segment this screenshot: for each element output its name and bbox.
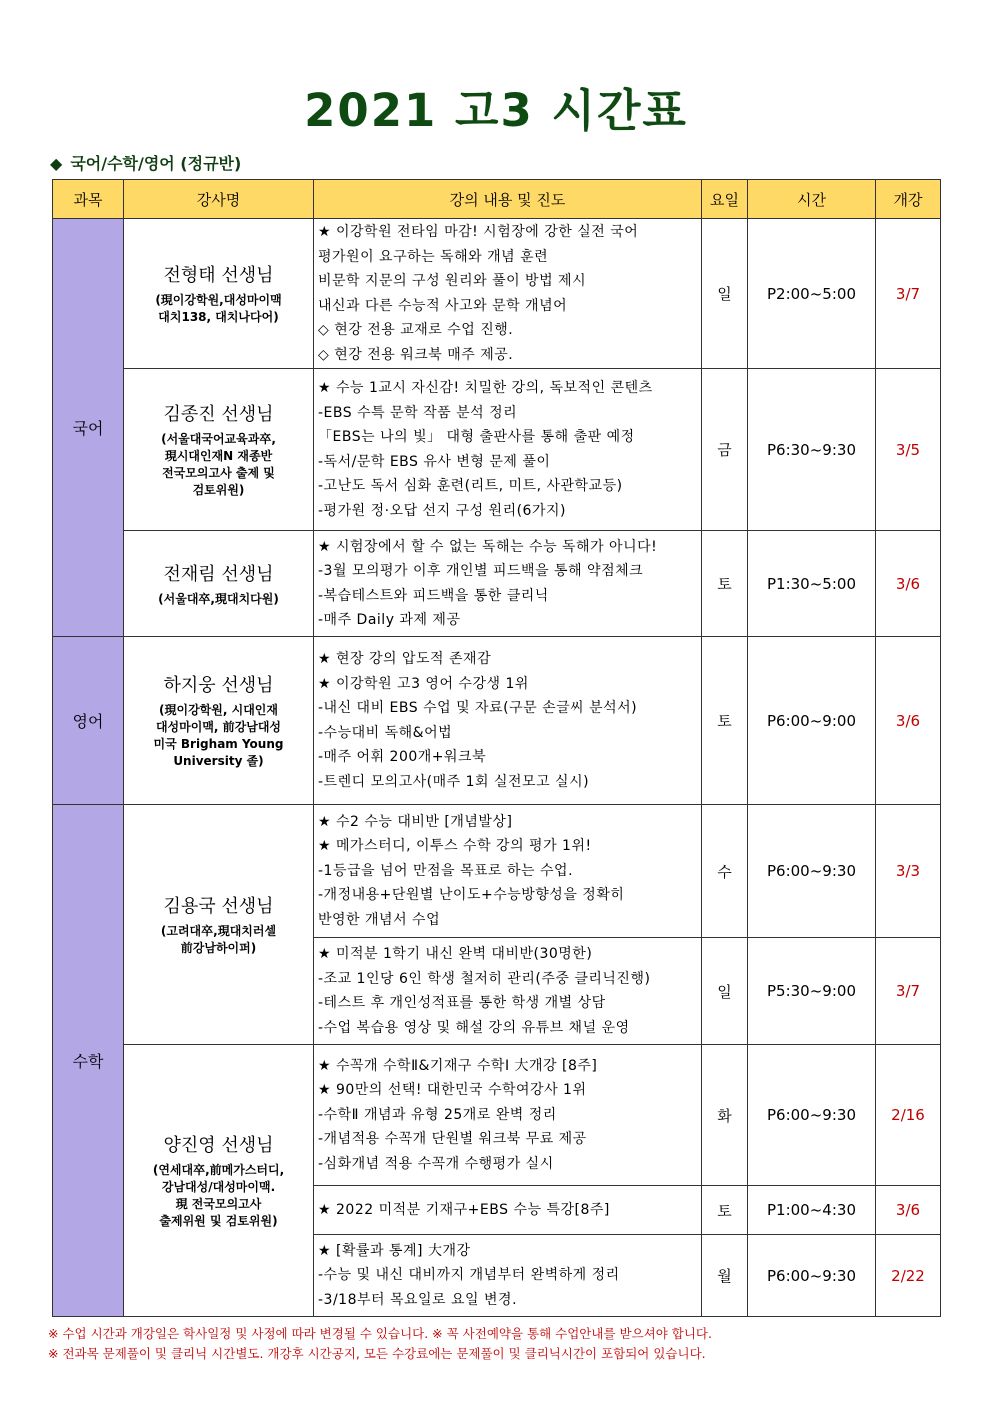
class-day: 토 [702,531,748,637]
teacher-name: 김용국 선생님 [163,896,274,917]
subject-math: 수학 [53,805,124,1317]
class-open-date: 3/6 [876,1186,941,1235]
class-time: P6:00~9:00 [748,637,876,805]
teacher-name: 전재림 선생님 [163,563,274,585]
class-open-date: 2/22 [876,1235,941,1317]
footnote: ※ 전과목 문제풀이 및 클리닉 시간별도. 개강후 시간공지, 모든 수강료에는 문제풀이 및 클리닉시간이 포함되어 있습니다. [48,1346,706,1361]
section-label: 국어/수학/영어 (정규반) [70,154,242,173]
class-day: 토 [702,1186,748,1235]
class-time: P5:30~9:00 [748,938,876,1045]
page-title: 2021 고3 시간표 [304,84,688,137]
header-day: 요일 [702,180,748,219]
teacher-cell [124,531,314,637]
table-row [53,369,941,531]
teacher-cell [124,219,314,369]
class-time: P6:00~9:30 [748,1235,876,1317]
teacher-info: (고려대卒,現대치러셀 前강남하이퍼) [160,924,277,955]
class-day: 화 [702,1045,748,1186]
teacher-info: (서울대국어교육과卒, 現시대인재N 재종반 전국모의고사 출제 및 검토위원) [161,432,276,497]
header-time: 시간 [748,180,876,219]
teacher-info: (現이강학원, 시대인재 대성마이맥, 前강남대성 미국 Brigham Young University 졸) [153,703,284,768]
table-row [53,1045,941,1186]
teacher-info: (서울대卒,現대치다원) [158,591,279,606]
table-row [53,805,941,938]
class-open-date: 3/3 [876,805,941,938]
table-row [53,219,941,369]
subject-english: 영어 [53,637,124,805]
class-content: ★ 이강학원 전타임 마감! 시험장에 강한 실전 국어 평가원이 요구하는 독해와 개념 훈련 비문학 지문의 구성 원리와 풀이 방법 제시 내신과 다른 수능적 사고와 문학 개념어 ◇ 현강 전용 교재로 수업 진행. ◇ 현강 전용 워크북 매주 제공. [314,219,702,369]
class-open-date: 3/6 [876,531,941,637]
class-content: ★ 미적분 1학기 내신 완벽 대비반(30명한) -조교 1인당 6인 학생 철저히 관리(주중 클리닉진행) -테스트 후 개인성적표를 통한 학생 개별 상담 -수업 복습용 영상 및 해설 강의 유튜브 채널 운영 [314,938,702,1045]
footnote: ※ 수업 시간과 개강일은 학사일정 및 사정에 따라 변경될 수 있습니다. ※ 꼭 사전예약을 통해 수업안내를 받으셔야 합니다. [48,1326,712,1341]
class-open-date: 3/6 [876,637,941,805]
class-content: ★ 2022 미적분 기재구+EBS 수능 특강[8주] [314,1186,702,1235]
diamond-icon: ◆ [50,154,63,173]
class-open-date: 3/7 [876,219,941,369]
class-content: ★ 수능 1교시 자신감! 치밀한 강의, 독보적인 콘텐츠 -EBS 수특 문학 작품 분석 정리 「EBS는 나의 빛」 대형 출판사를 통해 출판 예정 -독서/문학 EBS 유사 변형 문제 풀이 -고난도 독서 심화 훈련(리트, 미트, 사관학교등) -평가원 정·오답 선지 구성 원리(6가지) [314,369,702,531]
class-content: ★ 시험장에서 할 수 없는 독해는 수능 독해가 아니다! -3월 모의평가 이후 개인별 피드백을 통해 약점체크 -복습테스트와 피드백을 통한 클리닉 -매주 Daily 과제 제공 [314,531,702,637]
teacher-cell [124,1045,314,1317]
teacher-cell [124,805,314,1045]
class-content: ★ 현장 강의 압도적 존재감 ★ 이강학원 고3 영어 수강생 1위 -내신 대비 EBS 수업 및 자료(구문 손글씨 분석서) -수능대비 독해&어법 -매주 어휘 200개+워크북 -트렌디 모의고사(매주 1회 실전모고 실시) [314,637,702,805]
footnotes [48,1324,712,1364]
class-time: P2:00~5:00 [748,219,876,369]
teacher-name: 양진영 선생님 [163,1135,274,1156]
header-open: 개강 [876,180,941,219]
class-day: 일 [702,219,748,369]
class-content: ★ 수2 수능 대비반 [개념발상] ★ 메가스터디, 이투스 수학 강의 평가 1위! -1등급을 넘어 만점을 목표로 하는 수업. -개정내용+단원별 난이도+수능방향성을 정확히 반영한 개념서 수업 [314,805,702,938]
class-time: P6:00~9:30 [748,805,876,938]
header-teacher: 강사명 [124,180,314,219]
class-time: P6:00~9:30 [748,1045,876,1186]
table-row [53,637,941,805]
class-content: ★ [확률과 통계] 大개강 -수능 및 내신 대비까지 개념부터 완벽하게 정리 -3/18부터 목요일로 요일 변경. [314,1235,702,1317]
header-subject: 과목 [53,180,124,219]
table-header-row [53,180,941,219]
teacher-info: (연세대卒,前메가스터디, 강남대성/대성마이맥. 現 전국모의고사 출제위원 및 검토위원) [152,1163,285,1228]
class-open-date: 3/5 [876,369,941,531]
class-open-date: 2/16 [876,1045,941,1186]
class-day: 수 [702,805,748,938]
teacher-cell [124,369,314,531]
teacher-name: 전형태 선생님 [163,265,274,286]
class-time: P6:30~9:30 [748,369,876,531]
class-day: 금 [702,369,748,531]
teacher-name: 김종진 선생님 [163,404,274,425]
timetable [52,179,941,1317]
teacher-name: 하지웅 선생님 [163,675,274,696]
teacher-cell [124,637,314,805]
section-heading [50,151,241,174]
header-content: 강의 내용 및 진도 [314,180,702,219]
class-content: ★ 수꼭개 수학Ⅱ&기재구 수학Ⅰ 大개강 [8주] ★ 90만의 선택! 대한민국 수학여강사 1위 -수학Ⅱ 개념과 유형 25개로 완벽 정리 -개념적용 수꼭개 단원별 워크북 무료 제공 -심화개념 적용 수꼭개 수행평가 실시 [314,1045,702,1186]
class-open-date: 3/7 [876,938,941,1045]
class-time: P1:30~5:00 [748,531,876,637]
class-day: 일 [702,938,748,1045]
class-time: P1:00~4:30 [748,1186,876,1235]
class-day: 월 [702,1235,748,1317]
class-day: 토 [702,637,748,805]
teacher-info: (現이강학원,대성마이맥 대치138, 대치나다어) [155,293,282,324]
subject-korean: 국어 [53,219,124,637]
table-row [53,531,941,637]
